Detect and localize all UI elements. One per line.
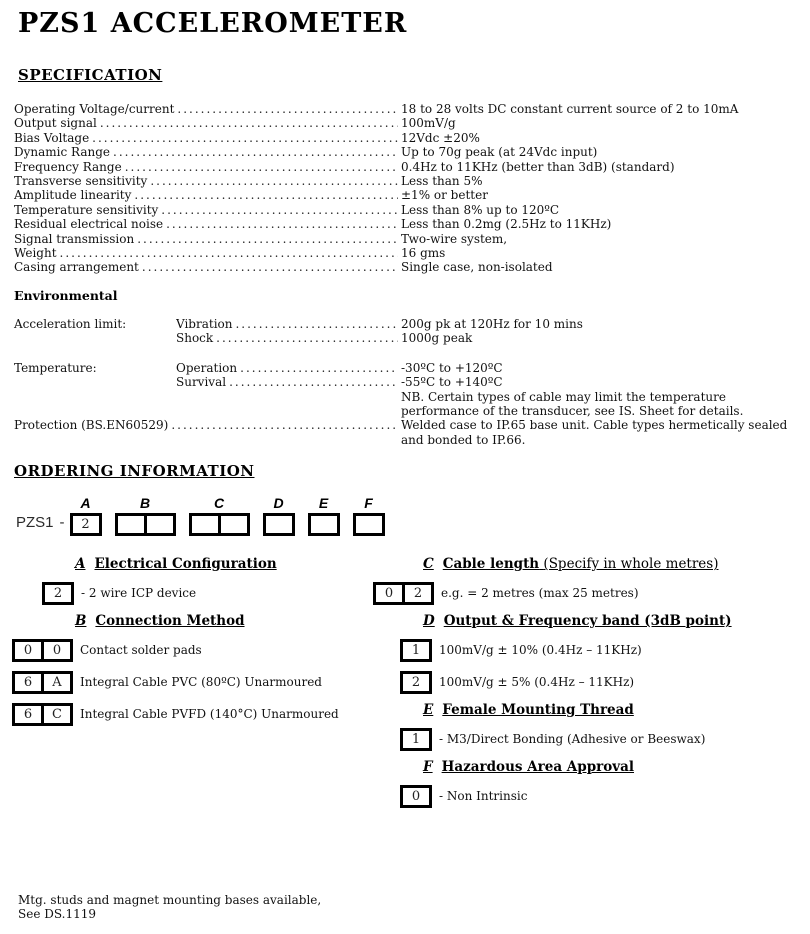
spec-label: Temperature sensitivity bbox=[14, 202, 159, 217]
spec-label: Casing arrangement bbox=[14, 260, 139, 275]
env-item-name: Shock bbox=[176, 331, 214, 346]
option-cell: 6 bbox=[23, 706, 33, 722]
protection-value-line: Welded case to IP.65 base unit. Cable types hermetically sealed bbox=[401, 418, 788, 433]
spec-label: Amplitude linearity bbox=[14, 188, 132, 203]
spec-row bbox=[14, 203, 806, 217]
option-box bbox=[12, 703, 73, 726]
spec-value: Less than 0.2mg (2.5Hz to 11KHz) bbox=[401, 217, 612, 232]
section-heading-b bbox=[75, 613, 372, 629]
code-letter: D bbox=[273, 495, 284, 511]
code-cell bbox=[192, 516, 218, 533]
dot-leader bbox=[134, 188, 398, 202]
spec-row bbox=[14, 217, 806, 231]
section-letter: F bbox=[423, 759, 433, 775]
specification-table bbox=[14, 102, 806, 275]
option-label: Integral Cable PVFD (140°C) Unarmoured bbox=[80, 707, 339, 721]
dot-leader bbox=[177, 102, 398, 116]
option-box bbox=[42, 582, 74, 605]
code-box-group-b bbox=[115, 496, 176, 536]
option-cell: 2 bbox=[402, 585, 431, 602]
spec-value: 16 gms bbox=[401, 246, 446, 261]
section-letter: B bbox=[75, 613, 87, 629]
dot-leader bbox=[142, 260, 398, 274]
code-box-group-e bbox=[308, 496, 340, 536]
specification-heading: SPECIFICATION bbox=[18, 66, 163, 84]
section-title: Female Mounting Thread bbox=[442, 702, 634, 718]
spec-label: Operating Voltage/current bbox=[14, 102, 175, 116]
spec-row bbox=[14, 232, 806, 246]
spec-value: 100mV/g bbox=[401, 116, 456, 131]
option-label: - Non Intrinsic bbox=[439, 789, 528, 803]
spec-value: Less than 5% bbox=[401, 174, 483, 189]
option-box bbox=[12, 639, 73, 662]
dot-leader bbox=[171, 418, 398, 432]
option-box bbox=[400, 785, 432, 808]
spec-value: 12Vdc ±20% bbox=[401, 130, 480, 145]
dot-leader bbox=[100, 116, 398, 130]
code-cell bbox=[144, 516, 173, 533]
env-category-label: Temperature: bbox=[14, 360, 97, 375]
option-label: Integral Cable PVC (80ºC) Unarmoured bbox=[80, 675, 322, 689]
option-cell: C bbox=[41, 706, 70, 723]
option-cell: 0 bbox=[23, 642, 33, 658]
dot-leader bbox=[137, 232, 398, 246]
env-category-label bbox=[14, 331, 176, 345]
option-row bbox=[400, 638, 810, 662]
section-title: Electrical Configuration bbox=[94, 556, 277, 572]
option-cell: 1 bbox=[411, 642, 421, 658]
code-cell bbox=[118, 516, 144, 533]
dot-leader bbox=[166, 217, 398, 231]
code-letter: A bbox=[80, 495, 91, 511]
spec-label: Frequency Range bbox=[14, 159, 122, 174]
section-heading-e bbox=[423, 702, 810, 718]
model-prefix: PZS1 bbox=[16, 514, 54, 531]
dot-leader bbox=[150, 174, 398, 188]
option-cell: A bbox=[41, 674, 70, 691]
spec-label: Weight bbox=[14, 246, 57, 261]
ordering-heading: ORDERING INFORMATION bbox=[14, 462, 255, 480]
spec-label: Dynamic Range bbox=[14, 145, 111, 160]
env-row bbox=[14, 375, 806, 389]
environmental-heading: Environmental bbox=[14, 288, 118, 303]
dot-leader bbox=[92, 131, 398, 145]
option-box bbox=[400, 728, 432, 751]
spec-value: ±1% or better bbox=[401, 188, 488, 203]
option-box bbox=[400, 671, 432, 694]
env-note-line: NB. Certain types of cable may limit the temperature bbox=[401, 389, 726, 404]
spec-row bbox=[14, 145, 806, 159]
spec-value: 0.4Hz to 11KHz (better than 3dB) (standard) bbox=[401, 159, 675, 174]
code-cell: 2 bbox=[81, 517, 90, 532]
env-item-value: 1000g peak bbox=[401, 331, 473, 346]
option-row bbox=[42, 581, 372, 605]
code-letter: F bbox=[364, 495, 373, 511]
ordering-left-column bbox=[12, 556, 372, 734]
dot-leader bbox=[113, 145, 398, 159]
spacer bbox=[14, 346, 806, 361]
option-label: 100mV/g ± 10% (0.4Hz – 11KHz) bbox=[439, 643, 642, 657]
option-row bbox=[400, 670, 810, 694]
spec-row bbox=[14, 260, 806, 274]
protection-label: Protection (BS.EN60529) bbox=[14, 418, 169, 433]
ordering-right-column bbox=[373, 556, 810, 816]
option-box bbox=[12, 671, 73, 694]
env-category-label: Acceleration limit: bbox=[14, 317, 127, 331]
option-row bbox=[400, 727, 810, 751]
option-row bbox=[12, 702, 372, 726]
code-letter: C bbox=[213, 495, 225, 511]
spec-row bbox=[14, 174, 806, 188]
option-label: - 2 wire ICP device bbox=[81, 586, 197, 600]
option-cell: 1 bbox=[411, 731, 421, 747]
spec-row bbox=[14, 116, 806, 130]
section-letter: D bbox=[423, 613, 435, 629]
code-cell bbox=[266, 516, 292, 533]
section-heading-d bbox=[423, 613, 810, 629]
env-row bbox=[14, 317, 806, 331]
spec-value: 18 to 28 volts DC constant current source of 2 to 10mA bbox=[401, 102, 739, 116]
section-letter: C bbox=[423, 556, 434, 572]
spec-value: Single case, non-isolated bbox=[401, 260, 553, 275]
spec-value: Up to 70g peak (at 24Vdc input) bbox=[401, 145, 598, 160]
section-title: Connection Method bbox=[95, 613, 245, 629]
option-row bbox=[373, 581, 810, 605]
env-item-name: Vibration bbox=[176, 317, 233, 331]
dot-leader bbox=[60, 246, 398, 260]
spec-label: Transverse sensitivity bbox=[14, 174, 148, 189]
footer-note bbox=[18, 893, 321, 922]
spec-value: Two-wire system, bbox=[401, 231, 508, 246]
dot-leader bbox=[235, 317, 398, 331]
code-letter: B bbox=[139, 495, 151, 511]
option-cell: 2 bbox=[53, 585, 63, 601]
code-box-group-d bbox=[263, 496, 295, 536]
environmental-table bbox=[14, 317, 806, 447]
code-box-group-f bbox=[353, 496, 385, 536]
footer-line: Mtg. studs and magnet mounting bases available, bbox=[18, 893, 322, 907]
spec-row bbox=[14, 160, 806, 174]
option-cell: 0 bbox=[41, 642, 70, 659]
section-heading-c bbox=[423, 556, 810, 572]
code-cell bbox=[311, 516, 337, 533]
option-label: e.g. = 2 metres (max 25 metres) bbox=[441, 586, 639, 600]
dot-leader bbox=[161, 203, 398, 217]
section-letter: E bbox=[423, 702, 434, 718]
spec-row bbox=[14, 188, 806, 202]
spec-label: Signal transmission bbox=[14, 231, 135, 246]
spec-value: Less than 8% up to 120ºC bbox=[401, 202, 560, 217]
option-row bbox=[12, 670, 372, 694]
code-dash: - bbox=[59, 514, 65, 531]
dot-leader bbox=[216, 331, 398, 345]
option-box bbox=[400, 639, 432, 662]
dot-leader bbox=[240, 361, 398, 375]
protection-value-line: and bonded to IP.66. bbox=[401, 432, 526, 447]
section-title-note: (Specify in whole metres) bbox=[543, 556, 719, 572]
code-letter: E bbox=[318, 495, 329, 511]
dot-leader bbox=[229, 375, 398, 389]
option-row bbox=[400, 784, 810, 808]
env-item-name: Survival bbox=[176, 375, 227, 390]
option-label: Contact solder pads bbox=[80, 643, 202, 657]
spec-label: Output signal bbox=[14, 116, 97, 131]
env-item-value: 200g pk at 120Hz for 10 mins bbox=[401, 317, 583, 331]
code-cell bbox=[356, 516, 382, 533]
option-label: 100mV/g ± 5% (0.4Hz – 11KHz) bbox=[439, 675, 635, 689]
code-cell bbox=[218, 516, 247, 533]
option-cell: 0 bbox=[384, 585, 394, 601]
spec-label: Residual electrical noise bbox=[14, 217, 164, 232]
option-box bbox=[373, 582, 434, 605]
option-label: - M3/Direct Bonding (Adhesive or Beeswax) bbox=[439, 732, 706, 746]
option-cell: 6 bbox=[23, 674, 33, 690]
page-title: PZS1 ACCELEROMETER bbox=[18, 8, 408, 39]
footer-line: See DS.1119 bbox=[18, 907, 97, 922]
env-item-value: -30ºC to +120ºC bbox=[401, 360, 503, 375]
section-title: Cable length bbox=[442, 556, 540, 572]
section-title: Hazardous Area Approval bbox=[441, 759, 634, 775]
section-heading-a bbox=[75, 556, 372, 572]
code-box-group-a bbox=[70, 496, 102, 536]
env-item-value: -55ºC to +140ºC bbox=[401, 375, 503, 390]
option-row bbox=[12, 638, 372, 662]
env-row bbox=[14, 331, 806, 345]
option-cell: 2 bbox=[411, 674, 421, 690]
spec-row bbox=[14, 102, 806, 116]
spec-row bbox=[14, 246, 806, 260]
protection-value bbox=[401, 418, 787, 447]
spec-label: Bias Voltage bbox=[14, 130, 90, 145]
section-letter: A bbox=[75, 556, 86, 572]
code-box-group-c bbox=[189, 496, 250, 536]
dot-leader bbox=[125, 160, 398, 174]
env-row bbox=[14, 361, 806, 375]
protection-row bbox=[14, 418, 806, 447]
spec-row bbox=[14, 131, 806, 145]
env-category-label bbox=[14, 375, 176, 389]
env-item-name: Operation bbox=[176, 360, 238, 375]
option-cell: 0 bbox=[411, 788, 421, 804]
section-heading-f bbox=[423, 759, 810, 775]
section-title: Output & Frequency band (3dB point) bbox=[443, 613, 732, 629]
env-note-line: performance of the transducer, see IS. Sheet for details. bbox=[401, 404, 744, 419]
order-code-row bbox=[16, 496, 398, 536]
